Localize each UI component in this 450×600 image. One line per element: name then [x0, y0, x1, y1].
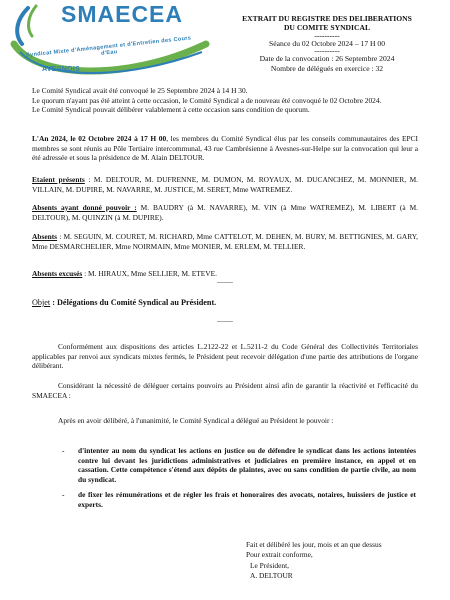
power-item-legal-actions: - d'intenter au nom du syndicat les actions en justice ou de défendre le syndicat dans les actions intentées contre lui devant les juridictions administratives et judiciaires en première instance, en appel et en cassation. Cette compétence s'étend aux dépôts de plaintes, avec ou sans condition de partie civile, au nom du syndicat. [62, 446, 416, 484]
smaecea-logo [6, 0, 212, 82]
logo-title: SMAECEA [61, 1, 184, 27]
power-item-fees: - de fixer les rémunérations et de régler les frais et honoraires des avocats, notaires, huissiers de justice et experts. [62, 490, 416, 509]
considering-paragraph: Considérant la nécessité de déléguer certains pouvoirs au Président ainsi afin de garantir la réactivité et l'efficacité du SMAECEA : [32, 381, 418, 400]
proxy-members [32, 203, 418, 222]
object-text: : Délégations du Comité Syndical au Président. [50, 298, 217, 307]
attendance-separator: -------- [217, 280, 233, 286]
legal-basis-paragraph: Conformément aux dispositions des articles L.2122-22 et L.5211-2 du Code Général des Collectivités Territoriales applicables par renvoi aux syndicats mixtes fermés, le Président peut recevoir délégation d'une partie des attributions de l'organe délibérant. [32, 342, 418, 371]
header-separator-2: ---------- [314, 46, 340, 56]
delegated-powers-list [62, 446, 416, 516]
absent-list: : M. SEGUIN, M. COURET, M. RICHARD, Mme CATTELOT, M. DEHEN, M. BURY, M. BETTIGNIES, M. GARY, Mme DESMARCHELIER, Mme NOIRMAIN, Mme MONIER, M. ERLEM, M. TELLIER. [32, 232, 418, 251]
absent-members [32, 232, 418, 251]
header-title-line1: EXTRAIT DU REGISTRE DES DELIBERATIONS [242, 14, 412, 23]
excused-label: Absents excusés [32, 269, 83, 278]
header-separator: ---------- [314, 30, 340, 40]
object-label: Objet [32, 298, 51, 307]
present-list: : M. DELTOUR, M. DUFRENNE, M. DUMON, M. ROYAUX, M. DUCANCHEZ, M. MONNIER, M. VILLAIN, M. DUPIRE, M. NAVARRE, M. JUSTICE, M. SERET, Mme WATREMEZ. [32, 175, 418, 194]
absent-label: Absents [32, 232, 58, 241]
proxy-label: Absents ayant donné pouvoir : [32, 203, 137, 212]
header-title-line2: DU COMITE SYNDICAL [283, 23, 371, 33]
signature-name: A. DELTOUR [250, 571, 293, 581]
signature-block [246, 540, 426, 582]
signature-line-1: Fait et délibéré les jour, mois et an que dessus [246, 540, 382, 549]
signature-line-3: Le Président, [250, 560, 289, 570]
session-paragraph [32, 134, 418, 163]
session-date-bold: L'An 2024, le 02 Octobre 2024 à 17 H 00 [32, 134, 167, 143]
excused-members [32, 269, 418, 279]
intro-block [32, 86, 418, 115]
excused-list: : M. HIRAUX, Mme SELLIER, M. ETEVE. [82, 269, 217, 278]
register-header [212, 14, 442, 73]
logo-subtitle: Syndicat Mixte d'Aménagement et d'Entretien des Cours d'Eau [25, 35, 192, 59]
session-date: Séance du 02 Octobre 2024 – 17 H 00 [269, 38, 385, 48]
object-separator: -------- [217, 319, 233, 325]
signature-line-2: Pour extrait conforme, [246, 550, 313, 560]
logo-place: AVESNOIS [42, 66, 81, 73]
object-line [32, 298, 418, 308]
convocation-date: Date de la convocation : 26 Septembre 2024 [259, 54, 395, 64]
present-label: Etaient présents [32, 175, 85, 184]
decision-paragraph: Après en avoir délibéré, à l'unanimité, le Comité Syndical a délégué au Président le pouvoir : [58, 416, 334, 425]
intro-first-convocation: Le Comité Syndical avait été convoqué le 25 Septembre 2024 à 14 H 30. [32, 86, 248, 95]
intro-no-quorum: Le Comité Syndical pouvait délibérer valablement à cette occasion sans condition de quorum. [32, 105, 310, 115]
session-text: , les membres du Comité Syndical élus par les conseils communautaires des EPCI membres se sont réunis au Pôle Tertiaire intercommunal, 43 rue Cambrésienne à Avesnes-sur-Helpe sur la convocation qui leur a été adressée et sous la présidence de M. Alain DELTOUR. [32, 134, 418, 163]
present-members [32, 175, 418, 194]
delegates-count: Nombre de délégués en exercice : 32 [270, 63, 384, 73]
proxy-list: M. BAUDRY (à M. NAVARRE), M. VIN (à Mme WATREMEZ), M. LIBERT (à M. DELTOUR), M. QUINZIN (à M. DUPIRE). [32, 203, 419, 222]
intro-quorum: Le quorum n'ayant pas été atteint à cette occasion, le Comité Syndical a de nouveau été convoqué le 02 Octobre 2024. [32, 95, 382, 105]
